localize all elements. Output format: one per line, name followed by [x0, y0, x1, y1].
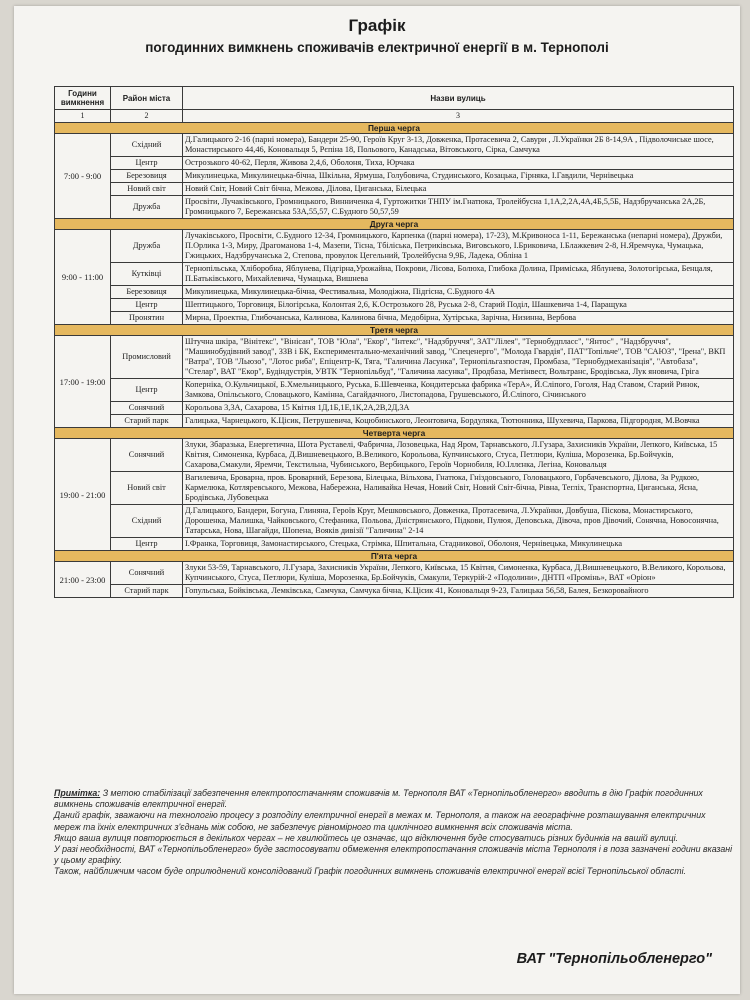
table-row	[55, 379, 734, 402]
header-streets: Назви вулиць	[183, 87, 734, 110]
district-name: Центр	[111, 299, 183, 312]
document-title: Графік	[348, 16, 406, 35]
table-row	[55, 183, 734, 196]
street-list: Микулинецька, Микулинецька-бічна, Шкільна, Ярмуша, Голубовича, Студинського, Козацька, Гірняка, І.Гавдили, Чернівецька	[183, 170, 734, 183]
note-paragraph: Якщо ваша вулиця повторюється в декількох чергах – не хвилюйтесь це означає, що відключення буде стосуватись різних будинків на вашій вулиці.	[54, 832, 679, 843]
district-name: Центр	[111, 538, 183, 551]
queue-header-row	[55, 551, 734, 562]
street-list: Галицька, Чарнецького, К.Цісик, Петрушевича, Коцюбинського, Леонтовича, Бордуляка, Тютюнника, Шухевича, Паркова, Підгородня, М.Вовчка	[183, 415, 734, 428]
queue-label: Четверта черга	[55, 428, 734, 439]
queue-label: Перша черга	[55, 123, 734, 134]
street-list: І.Франка, Торговиця, Замонастирського, Стецька, Стрімка, Шпитальна, Стадникової, Оболоня, Чернівецька, Микулинецька	[183, 538, 734, 551]
district-name: Старий парк	[111, 415, 183, 428]
note-paragraph: У разі необхідності, ВАТ «Тернопільобленерго» буде застосовувати обмеження електропостачання споживачів міста Тернополя і в поза зазначені години вказані у цьому графіку.	[54, 844, 733, 866]
header-row	[55, 87, 734, 110]
table-row	[55, 336, 734, 379]
district-name: Дружба	[111, 230, 183, 263]
table-row	[55, 134, 734, 157]
outage-time: 7:00 - 9:00	[55, 134, 111, 219]
street-list: Корольова 3,3А, Сахарова, 15 Квітня 1Д,1Б,1Е,1К,2А,2В,2Д,3А	[183, 402, 734, 415]
table-row	[55, 472, 734, 505]
street-list: Лучаківського, Просвіти, С.Будного 12-34, Громницького, Карпенка ((парні номера), 17-23), М.Кривоноса 1-11, Бережанська (непарні номера), Дружби, П.Орлика 1-3, Миру, Драгоманова 1-4, Мазепи, Тісна, Тбіліська, Петриківська, Виговського, І.Бриковича, І.Блажкевич 2-8, Н.Яремчука, Чумацька, Гжицьких, Надзбручанська 2, Степова, провулок Цегельний, Тролейбусна 9,9Б, Ладека, Обліна 1	[183, 230, 734, 263]
street-list: Злуки, Збаразька, Енергетична, Шота Руставелі, Фабрична, Лозовецька, Над Яром, Тарнавського, Л.Гузара, Захисників України, Лепкого, Київська, 15 Квітня, Симоненка, Курбаса, Д.Вишневецького, В.Великого, Корольова, Купчинського, Стуса, Петлюри, Куліша, Морозенка, Бр.Бойчуків, Сахарова,Смакули, Яремчи, Текстильна, Чубинського, Вербицького, Героїв Чорнобиля, Ю.Іллєнка, Легіна, Коновальця	[183, 439, 734, 472]
note-text: З метою стабілізації забезпечення електропостачанням споживачів м. Тернополя ВАТ «Тернопільобленерго» вводить в дію Графік погодинних вимкнень споживачів електричної енергії.	[54, 788, 703, 810]
street-list: Шептицького, Торговиця, Білогірська, Колонтая 2,6, К.Острозького 28, Руська 2-8, Старий Поділ, Шашкевича 1-4, Паращука	[183, 299, 734, 312]
table-row	[55, 538, 734, 551]
company-signature: ВАТ "Тернопільобленерго"	[516, 951, 712, 967]
table-row	[55, 286, 734, 299]
column-number: 2	[111, 110, 183, 123]
street-list: Просвіти, Лучаківського, Громницького, Винниченка 4, Гуртожитки ТНПУ ім.Гнатюка, Тролейбусна 1,1А,2,2А,4А,4Б,5,5Б, Надзбручанська 2А,2Б, Громницького 7, Бережанська 53А,55,57, С.Будного 50,57,59	[183, 196, 734, 219]
note-paragraph	[54, 788, 734, 810]
header-district: Район міста	[111, 87, 183, 110]
street-list: Новий Світ, Новий Світ бічна, Межова, Ділова, Циганська, Білецька	[183, 183, 734, 196]
street-list: Злуки 53-59, Тарнавського, Л.Гузара, Захисників України, Лепкого, Київська, 15 Квітня, Симоненка, Курбаса, Д.Вишневецького, В.Великого, Корольова, Купчинського, Стуса, Петлюри, Куліша, Морозенка, Бр.Бойчуків, Смакули, Теркурій-2 «Подолини», ДНТП «Промінь», ВАТ «Оріон»	[183, 562, 734, 585]
district-name: Сонячний	[111, 402, 183, 415]
queue-header-row	[55, 123, 734, 134]
street-list: Штучна шкіра, "Вінітекс", "Вінісан", ТОВ "Юла", "Екор", "Інтекс", "Надзбруччя", ЗАТ"Лілея", "Тернобудпласс", "Янтос" , "Надзбруччя", "Машинобудівний завод", ЗЗВ і БК, Експериментально-механічний завод, "Спеценерго", "Молода Гвардія", ПАТ"Топільче", ТОВ "САЮЗ", "Ірена", ВКП "Ватра", ТОВ "Льюзо", "Лотос рибa", Епіцентр-К, Тяга, "Галичина Ласунка", Тернопільгазпостач, Промбаза, "Тернобудмеханізація", "Автобаза", "Стелар", ВАТ "Екор", Будіндустрія, УВТК "Тернопільбуд", "Галичина ласунка", Продбаза, Метінвест, Вольтранс, Бродівська, Лук яновича, Гріга	[183, 336, 734, 379]
district-name: Сонячний	[111, 439, 183, 472]
district-name: Центр	[111, 379, 183, 402]
schedule-document	[14, 6, 740, 994]
note-paragraph: Також, найближчим часом буде оприлюднений консолідований Графік погодинних вимкнень споживачів електричної енергії всієї Тернопільської області.	[54, 866, 686, 877]
street-list: Тернопільська, Хліборобна, Яблунева, Підгірна,Урожайна, Покрови, Лісова, Болюха, Глибока Долина, Приміська, Яблунева, Золотогірська, Бенцаля, П.Батьківського, Михайлевича, Чумацька, Вишнева	[183, 263, 734, 286]
street-list: Вагилевича, Броварна, пров. Броварний, Березова, Білецька, Вільхова, Гнатюка, Гніздовського, Головацького, Горбачевського, Ділова, За Рудкою, Кармелюка, Котляревського, Межова, Набережна, Наливайка Нечая, Новий Світ, Новий Світ-бічна, Рівна, Тегліх, Транспортна, Циганська, Ясна, Бродівська, Лубовецька	[183, 472, 734, 505]
district-name: Березовиця	[111, 170, 183, 183]
note-paragraph: Даний графік, зважаючи на технологію процесу з розподілу електричної енергії в межах м. Тернополя, а також на географічне розташування електричних мереж та їхніх електричних з'єднань між собою, не забезпечує рівномірного та циклічного вимкнення всіх споживачів міста.	[54, 810, 706, 832]
street-list: Мирна, Проектна, Глибочанська, Калинова, Калинова бічна, Медобірна, Хутірська, Зарічна, Низинна, Вербова	[183, 312, 734, 325]
street-list: Острозького 40-62, Перля, Живова 2,4,6, Оболоня, Тиха, Юрчака	[183, 157, 734, 170]
district-name: Східний	[111, 505, 183, 538]
queue-label: Друга черга	[55, 219, 734, 230]
queue-header-row	[55, 325, 734, 336]
district-name: Кутківці	[111, 263, 183, 286]
column-number-row	[55, 110, 734, 123]
outage-time: 19:00 - 21:00	[55, 439, 111, 551]
district-name: Промисловий	[111, 336, 183, 379]
district-name: Східний	[111, 134, 183, 157]
district-name: Новий світ	[111, 472, 183, 505]
table-row	[55, 157, 734, 170]
table-row	[55, 263, 734, 286]
table-row	[55, 439, 734, 472]
district-name: Старий парк	[111, 585, 183, 598]
queue-header-row	[55, 428, 734, 439]
table-row	[55, 170, 734, 183]
district-name: Новий світ	[111, 183, 183, 196]
district-name: Пронятин	[111, 312, 183, 325]
table-row	[55, 230, 734, 263]
table-row	[55, 585, 734, 598]
street-list: Гопульська, Бойківська, Лемківська, Самчука, Самчука бічна, К.Цісик 41, Коновальця 9-23, Галицька 56,58, Балея, Безкоровайного	[183, 585, 734, 598]
table-row	[55, 562, 734, 585]
outage-time: 17:00 - 19:00	[55, 336, 111, 428]
table-row	[55, 402, 734, 415]
queue-header-row	[55, 219, 734, 230]
street-list: Д.Галицького 2-16 (парні номера), Бандери 25-90, Героїв Круг 3-13, Довженка, Протасевича 2, Савури , Л.Українки 2Б 8-14,9А , Підволочиське шосе, Монастирського 44,46, Коновальця 5, Рєпіна 18, Польового, Канадська, Вітовського, Сірка, Самчука	[183, 134, 734, 157]
district-name: Центр	[111, 157, 183, 170]
queue-label: П'ята черга	[55, 551, 734, 562]
note-block	[54, 788, 734, 878]
outage-time: 21:00 - 23:00	[55, 562, 111, 598]
table-row	[55, 312, 734, 325]
table-row	[55, 196, 734, 219]
table-row	[55, 299, 734, 312]
street-list: Д.Галицького, Бандери, Богуна, Глинянa, Героїв Круг, Мешковського, Довженка, Протасевича, Л.Українки, Довбуша, Піскова, Монастирського, Дорошенка, Малишка, Чайковського, Стефаника, Польова, Дністрянського, Підкови, Пулюя, Деповська, Дівоча, пров Дівочий, Сонячна, Новосонячна, Татарська, Нова, Шагайди, Шопена, Вояків дивізії "Галичина" 2-14	[183, 505, 734, 538]
queue-label: Третя черга	[55, 325, 734, 336]
street-list: Коперніка, О.Кульчицької, Б.Хмельницького, Руська, Б.Шевченка, Кондитерська фабрика «ТерА», Й.Сліпого, Гоголя, Над Ставом, Старий Ринок, Замкова, Опільського, Словацького, Камінна, Сагайдачного, Листопадова, Грушевського, Й.Сліпого, Січинського	[183, 379, 734, 402]
table-row	[55, 505, 734, 538]
outage-time: 9:00 - 11:00	[55, 230, 111, 325]
header-hours: Години вимкнення	[55, 87, 111, 110]
table-row	[55, 415, 734, 428]
district-name: Березовиця	[111, 286, 183, 299]
column-number: 3	[183, 110, 734, 123]
note-label: Примітка:	[54, 788, 101, 798]
column-number: 1	[55, 110, 111, 123]
schedule-table	[54, 86, 734, 598]
street-list: Микулинецька, Микулинецька-бічна, Фестивальна, Молодіжна, Підгісна, С.Будного 4А	[183, 286, 734, 299]
schedule-body	[55, 123, 734, 598]
document-subtitle: погодинних вимкнень споживачів електричної енергії в м. Тернополі	[145, 40, 609, 55]
district-name: Дружба	[111, 196, 183, 219]
district-name: Сонячний	[111, 562, 183, 585]
